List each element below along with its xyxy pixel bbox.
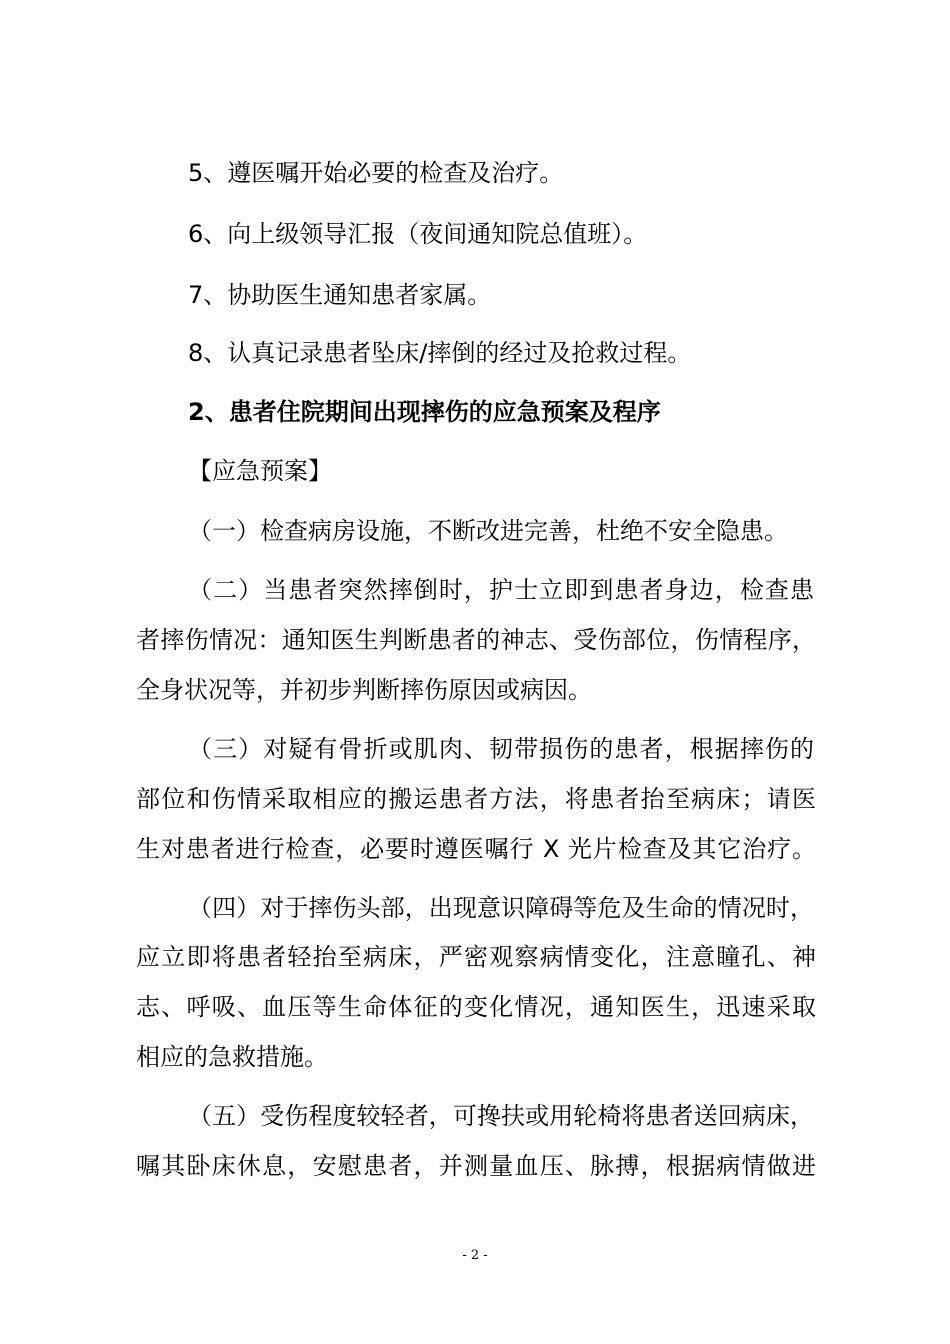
page-number: - 2 - (462, 1248, 488, 1263)
paragraph-1-line-1: （一）检查病房设施，不断改进完善，杜绝不安全隐患。 (188, 517, 788, 545)
paragraph-2-line-2: 者摔伤情况：通知医生判断患者的神志、受伤部位，伤情程序， (136, 626, 816, 654)
paragraph-4-line-3: 志、呼吸、血压等生命体征的变化情况，通知医生，迅速采取 (136, 993, 816, 1021)
list-item-5: 5、遵医嘱开始必要的检查及治疗。 (188, 159, 564, 187)
paragraph-2-line-1: （二）当患者突然摔倒时，护士立即到患者身边，检查患 (188, 576, 814, 604)
subsection-label: 【应急预案】 (188, 457, 332, 485)
paragraph-4-line-1: （四）对于摔伤头部，出现意识障碍等危及生命的情况时， (188, 894, 814, 922)
list-item-7: 7、协助医生通知患者家属。 (188, 281, 492, 309)
paragraph-5-line-1: （五）受伤程度较轻者，可搀扶或用轮椅将患者送回病床， (188, 1102, 814, 1130)
paragraph-4-line-4: 相应的急救措施。 (136, 1043, 328, 1071)
paragraph-4-line-2: 应立即将患者轻抬至病床，严密观察病情变化，注意瞳孔、神 (136, 943, 816, 971)
paragraph-3-line-1: （三）对疑有骨折或肌肉、韧带损伤的患者，根据摔伤的 (188, 735, 814, 763)
list-item-8: 8、认真记录患者坠床/摔倒的经过及抢救过程。 (188, 339, 692, 367)
paragraph-5-line-2: 嘱其卧床休息，安慰患者，并测量血压、脉搏，根据病情做进 (136, 1152, 816, 1180)
list-item-6: 6、向上级领导汇报（夜间通知院总值班）。 (188, 220, 648, 248)
paragraph-2-line-3: 全身状况等，并初步判断摔伤原因或病因。 (136, 676, 592, 704)
paragraph-3-line-2: 部位和伤情采取相应的搬运患者方法，将患者抬至病床；请医 (136, 785, 816, 813)
paragraph-3-line-3: 生对患者进行检查，必要时遵医嘱行 X 光片检查及其它治疗。 (136, 835, 816, 863)
section-heading: 2、患者住院期间出现摔伤的应急预案及程序 (188, 398, 661, 426)
